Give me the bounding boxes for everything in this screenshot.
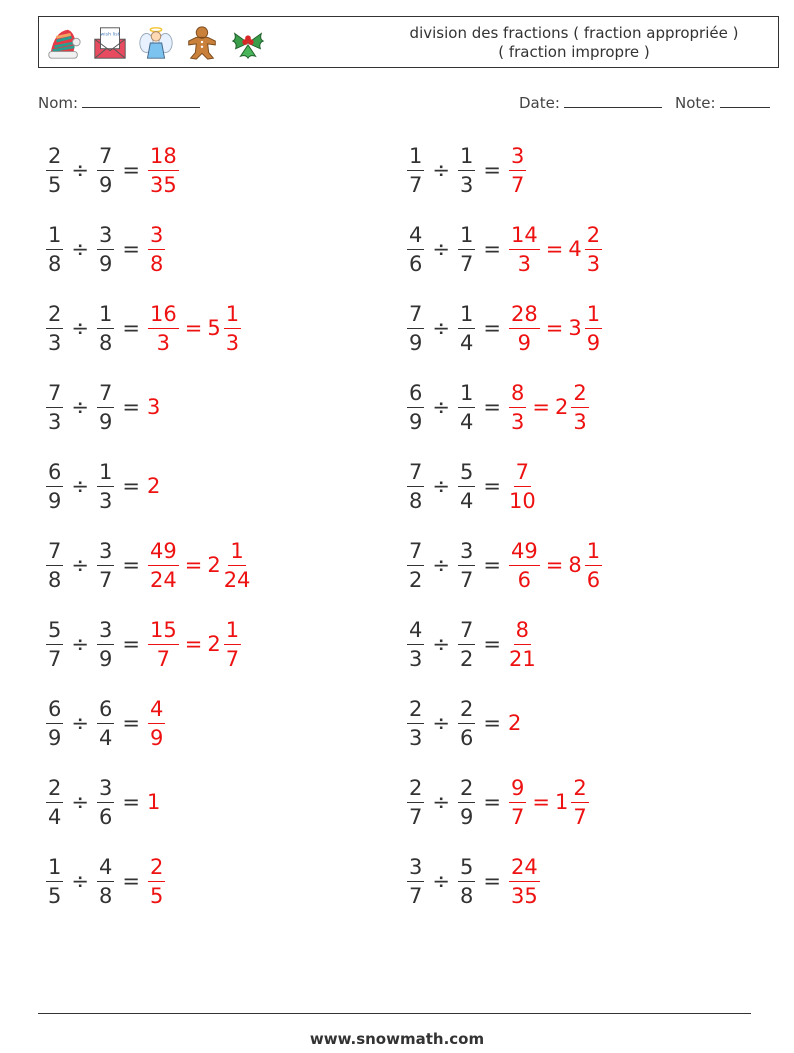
equals-sign: = [122,553,140,577]
mixed-fraction-part [571,776,588,829]
divisor-fraction [458,776,475,829]
equals-sign: = [122,711,140,735]
equals-sign: = [483,395,501,419]
date-blank[interactable] [564,94,662,108]
divisor-fraction-denominator: 7 [459,251,474,276]
divide-sign: ÷ [432,395,450,419]
mixed-whole-part: 2 [207,632,221,656]
mixed-whole-part: 8 [568,553,582,577]
divisor-fraction-numerator: 5 [458,855,475,882]
dividend-fraction-denominator: 7 [48,646,62,671]
answer-fraction [509,539,540,592]
dividend-fraction [46,381,63,434]
answer-equals-sign: = [184,553,203,577]
divisor-fraction-denominator: 7 [459,567,474,592]
answer-fraction-numerator: 7 [514,460,531,487]
divide-sign: ÷ [432,237,450,261]
dividend-fraction-denominator: 8 [409,488,423,513]
mixed-fraction-part [585,223,602,276]
answer-fraction-numerator: 28 [509,302,540,329]
divisor-fraction-numerator: 1 [458,223,475,250]
mixed-whole-part: 2 [207,553,221,577]
divide-sign: ÷ [71,395,89,419]
answer-fraction-numerator: 18 [148,144,179,171]
dividend-fraction [46,460,63,513]
answer-fraction [148,302,179,355]
divisor-fraction-denominator: 8 [98,883,113,908]
answer-fraction-numerator: 15 [148,618,179,645]
divisor-fraction [97,302,114,355]
mixed-numerator: 1 [585,302,602,329]
mixed-fraction-part [585,539,602,592]
answer-fraction-numerator: 8 [509,381,526,408]
divide-sign: ÷ [432,711,450,735]
equals-sign: = [483,711,501,735]
divisor-fraction-numerator: 4 [97,855,114,882]
dividend-fraction [407,223,424,276]
divide-sign: ÷ [432,474,450,498]
divisor-fraction [97,144,114,197]
divisor-fraction-numerator: 1 [458,302,475,329]
dividend-fraction [46,302,63,355]
divisor-fraction-denominator: 3 [459,172,474,197]
problem-row [406,295,603,361]
answer-fraction-denominator: 9 [517,330,532,355]
dividend-fraction [46,223,63,276]
wish-list-text: wish list [100,32,120,38]
problem-row [45,532,251,598]
divisor-fraction-numerator: 6 [97,697,114,724]
mixed-whole-part: 5 [207,316,221,340]
answer-fraction-numerator: 16 [148,302,179,329]
dividend-fraction-numerator: 1 [46,223,63,250]
equals-sign: = [483,474,501,498]
wish-list-letter-icon [91,23,129,63]
answer-fraction-numerator: 24 [509,855,540,882]
divisor-fraction [97,618,114,671]
dividend-fraction [407,302,424,355]
divisor-fraction-numerator: 3 [97,223,114,250]
mixed-denominator: 3 [225,330,240,355]
divisor-fraction-numerator: 3 [97,776,114,803]
dividend-fraction-denominator: 6 [409,251,423,276]
dividend-fraction-denominator: 5 [48,883,62,908]
answer-fraction [509,618,536,671]
answer-fraction-numerator: 14 [509,223,540,250]
divisor-fraction [458,539,475,592]
equals-sign: = [122,474,140,498]
dividend-fraction-denominator: 8 [48,567,62,592]
mixed-numerator: 1 [228,539,245,566]
answer-fraction [148,855,165,908]
equals-sign: = [483,553,501,577]
answer-fraction-numerator: 8 [514,618,531,645]
equals-sign: = [483,316,501,340]
equals-sign: = [483,869,501,893]
answer-fraction-denominator: 35 [149,172,177,197]
dividend-fraction-numerator: 2 [46,776,63,803]
mixed-whole-part: 3 [568,316,582,340]
problem-row [45,295,242,361]
divide-sign: ÷ [432,632,450,656]
problem-row [45,848,166,914]
problem-row [406,137,527,203]
divisor-fraction-numerator: 3 [458,539,475,566]
equals-sign: = [122,158,140,182]
divisor-fraction [458,855,475,908]
note-label: Note: [675,94,716,112]
divide-sign: ÷ [432,553,450,577]
dividend-fraction-denominator: 2 [409,567,423,592]
divisor-fraction-numerator: 1 [97,460,114,487]
answer-whole: 3 [146,395,161,419]
divisor-fraction-numerator: 2 [458,776,475,803]
dividend-fraction [407,460,424,513]
divisor-fraction [458,697,475,750]
equals-sign: = [122,632,140,656]
divisor-fraction [97,776,114,829]
header-box [38,16,779,68]
dividend-fraction-numerator: 3 [407,855,424,882]
dividend-fraction [407,776,424,829]
answer-fraction-denominator: 35 [510,883,538,908]
divisor-fraction [97,697,114,750]
dividend-fraction-denominator: 8 [48,251,62,276]
equals-sign: = [122,237,140,261]
mixed-numerator: 1 [224,302,241,329]
worksheet-title [384,24,764,62]
answer-fraction-denominator: 6 [517,567,532,592]
dividend-fraction [46,776,63,829]
title-line-2: ( fraction impropre ) [498,43,650,61]
dividend-fraction-numerator: 1 [46,855,63,882]
divisor-fraction-denominator: 9 [98,251,113,276]
answer-fraction [509,223,540,276]
divisor-fraction [458,302,475,355]
problem-row [406,453,537,519]
dividend-fraction-denominator: 7 [409,883,423,908]
dividend-fraction-denominator: 7 [409,804,423,829]
answer-equals-sign: = [545,316,564,340]
dividend-fraction [407,855,424,908]
footer-divider [38,1013,751,1014]
divisor-fraction [458,144,475,197]
mixed-denominator: 7 [573,804,587,829]
answer-whole: 1 [146,790,161,814]
problem-row [406,769,590,835]
dividend-fraction-numerator: 7 [407,460,424,487]
problem-row [45,216,166,282]
dividend-fraction-numerator: 2 [407,776,424,803]
dividend-fraction-denominator: 4 [48,804,62,829]
date-field[interactable] [519,94,662,112]
dividend-fraction-numerator: 5 [46,618,63,645]
dividend-fraction-numerator: 7 [46,381,63,408]
answer-fraction [509,302,540,355]
mixed-numerator: 2 [571,381,588,408]
divide-sign: ÷ [432,869,450,893]
name-label: Nom: [38,94,79,112]
dividend-fraction-denominator: 9 [48,725,62,750]
divide-sign: ÷ [432,158,450,182]
dividend-fraction-numerator: 4 [407,223,424,250]
mixed-fraction-part [224,618,241,671]
divisor-fraction [458,460,475,513]
dividend-fraction-numerator: 6 [46,697,63,724]
name-field[interactable] [38,94,200,112]
answer-fraction-denominator: 7 [510,172,525,197]
problem-row [45,690,166,756]
dividend-fraction-denominator: 9 [48,488,62,513]
mixed-whole-part: 4 [568,237,582,261]
divisor-fraction-denominator: 6 [98,804,113,829]
problem-row [45,769,160,835]
mixed-denominator: 3 [573,409,587,434]
answer-fraction [148,618,179,671]
dividend-fraction-denominator: 3 [48,330,62,355]
problem-row [45,374,160,440]
problem-row [45,137,180,203]
dividend-fraction-numerator: 1 [407,144,424,171]
answer-fraction-denominator: 7 [156,646,171,671]
equals-sign: = [122,316,140,340]
dividend-fraction-numerator: 4 [407,618,424,645]
problem-row [406,611,537,677]
mixed-fraction-part [224,539,251,592]
divide-sign: ÷ [71,632,89,656]
dividend-fraction-numerator: 2 [46,302,63,329]
divisor-fraction-denominator: 7 [98,567,113,592]
answer-fraction-numerator: 49 [509,539,540,566]
divide-sign: ÷ [432,790,450,814]
answer-fraction-denominator: 3 [156,330,171,355]
equals-sign: = [483,158,501,182]
equals-sign: = [483,237,501,261]
equals-sign: = [483,632,501,656]
divisor-fraction-numerator: 3 [97,618,114,645]
mixed-fraction-part [224,302,241,355]
answer-fraction-denominator: 5 [149,883,164,908]
answer-fraction-denominator: 8 [149,251,164,276]
mixed-denominator: 24 [223,567,251,592]
answer-whole: 2 [146,474,161,498]
divide-sign: ÷ [71,158,89,182]
icon-strip [45,23,267,63]
mixed-whole-part: 2 [554,395,569,419]
answer-fraction [509,855,540,908]
answer-fraction [509,460,536,513]
divisor-fraction-numerator: 7 [97,144,114,171]
title-line-1: division des fractions ( fraction appropriée ) [409,24,739,42]
dividend-fraction-numerator: 7 [46,539,63,566]
divisor-fraction-denominator: 9 [98,646,113,671]
divisor-fraction-numerator: 3 [97,539,114,566]
divide-sign: ÷ [71,553,89,577]
divisor-fraction [458,618,475,671]
problem-row [406,532,603,598]
santa-hat-icon [45,23,83,63]
divisor-fraction-denominator: 3 [98,488,113,513]
divisor-fraction-denominator: 9 [98,409,113,434]
answer-fraction [509,381,526,434]
note-field[interactable] [675,94,770,112]
angel-icon [137,23,175,63]
divisor-fraction-numerator: 1 [97,302,114,329]
answer-fraction [509,776,526,829]
mixed-fraction-part [571,381,588,434]
answer-fraction-denominator: 3 [510,409,525,434]
problem-row [45,453,160,519]
problem-row [406,374,590,440]
answer-fraction-numerator: 3 [509,144,526,171]
divide-sign: ÷ [432,316,450,340]
answer-fraction-numerator: 3 [148,223,165,250]
dividend-fraction [407,144,424,197]
divisor-fraction-numerator: 7 [97,381,114,408]
answer-fraction-denominator: 10 [508,488,536,513]
divisor-fraction [97,381,114,434]
answer-fraction [148,539,179,592]
divisor-fraction-denominator: 8 [459,883,474,908]
mixed-numerator: 2 [571,776,588,803]
mixed-numerator: 1 [224,618,241,645]
dividend-fraction-numerator: 7 [407,302,424,329]
answer-fraction-denominator: 24 [149,567,177,592]
answer-fraction [148,697,165,750]
mixed-denominator: 7 [225,646,240,671]
divisor-fraction [97,223,114,276]
dividend-fraction-numerator: 2 [407,697,424,724]
dividend-fraction [46,539,63,592]
answer-fraction-numerator: 49 [148,539,179,566]
answer-fraction-denominator: 9 [149,725,164,750]
divide-sign: ÷ [71,711,89,735]
answer-fraction [148,144,179,197]
mixed-whole-part: 1 [554,790,569,814]
dividend-fraction-denominator: 3 [48,409,62,434]
dividend-fraction-numerator: 6 [46,460,63,487]
dividend-fraction-denominator: 3 [409,725,423,750]
date-label: Date: [519,94,560,112]
divisor-fraction-denominator: 4 [98,725,113,750]
mixed-numerator: 2 [585,223,602,250]
divisor-fraction-denominator: 9 [459,804,474,829]
answer-fraction-denominator: 3 [517,251,532,276]
answer-fraction-numerator: 9 [509,776,526,803]
divisor-fraction-denominator: 8 [98,330,113,355]
answer-fraction-denominator: 7 [510,804,525,829]
answer-equals-sign: = [532,790,550,814]
dividend-fraction [46,697,63,750]
answer-fraction-numerator: 4 [148,697,165,724]
dividend-fraction-numerator: 6 [407,381,424,408]
divisor-fraction-denominator: 9 [98,172,113,197]
name-blank[interactable] [82,94,200,108]
dividend-fraction-denominator: 5 [48,172,62,197]
answer-fraction [148,223,165,276]
dividend-fraction [407,381,424,434]
dividend-fraction-denominator: 7 [409,172,423,197]
dividend-fraction [46,855,63,908]
problem-row [406,216,603,282]
dividend-fraction-denominator: 3 [409,646,423,671]
divide-sign: ÷ [71,237,89,261]
problem-row [45,611,242,677]
holly-icon [229,23,267,63]
equals-sign: = [122,395,140,419]
divide-sign: ÷ [71,316,89,340]
divisor-fraction [97,855,114,908]
problem-row [406,848,541,914]
mixed-denominator: 3 [586,251,601,276]
dividend-fraction-denominator: 9 [409,409,423,434]
divisor-fraction [97,539,114,592]
answer-equals-sign: = [184,316,203,340]
divisor-fraction-numerator: 1 [458,144,475,171]
mixed-denominator: 9 [586,330,601,355]
divisor-fraction-denominator: 6 [459,725,474,750]
mixed-numerator: 1 [585,539,602,566]
mixed-fraction-part [585,302,602,355]
divisor-fraction-denominator: 2 [459,646,474,671]
divisor-fraction [97,460,114,513]
dividend-fraction [46,144,63,197]
answer-equals-sign: = [545,237,564,261]
divide-sign: ÷ [71,474,89,498]
mixed-denominator: 6 [586,567,601,592]
divisor-fraction-denominator: 4 [459,409,474,434]
dividend-fraction [407,618,424,671]
answer-equals-sign: = [532,395,550,419]
divide-sign: ÷ [71,869,89,893]
equals-sign: = [122,869,140,893]
divisor-fraction-numerator: 1 [458,381,475,408]
divide-sign: ÷ [71,790,89,814]
dividend-fraction-numerator: 7 [407,539,424,566]
divisor-fraction-numerator: 7 [458,618,475,645]
answer-fraction-denominator: 21 [508,646,536,671]
answer-whole: 2 [507,711,522,735]
equals-sign: = [122,790,140,814]
answer-equals-sign: = [184,632,203,656]
note-blank[interactable] [720,94,770,108]
footer-url: www.snowmath.com [309,1030,485,1048]
divisor-fraction [458,381,475,434]
divisor-fraction [458,223,475,276]
answer-equals-sign: = [545,553,564,577]
dividend-fraction [407,697,424,750]
equals-sign: = [483,790,501,814]
dividend-fraction-numerator: 2 [46,144,63,171]
dividend-fraction-denominator: 9 [409,330,423,355]
problem-row [406,690,521,756]
answer-fraction [509,144,526,197]
divisor-fraction-denominator: 4 [459,330,474,355]
dividend-fraction [46,618,63,671]
divisor-fraction-numerator: 5 [458,460,475,487]
gingerbread-man-icon [183,23,221,63]
answer-fraction-numerator: 2 [148,855,165,882]
divisor-fraction-denominator: 4 [459,488,474,513]
divisor-fraction-numerator: 2 [458,697,475,724]
dividend-fraction [407,539,424,592]
